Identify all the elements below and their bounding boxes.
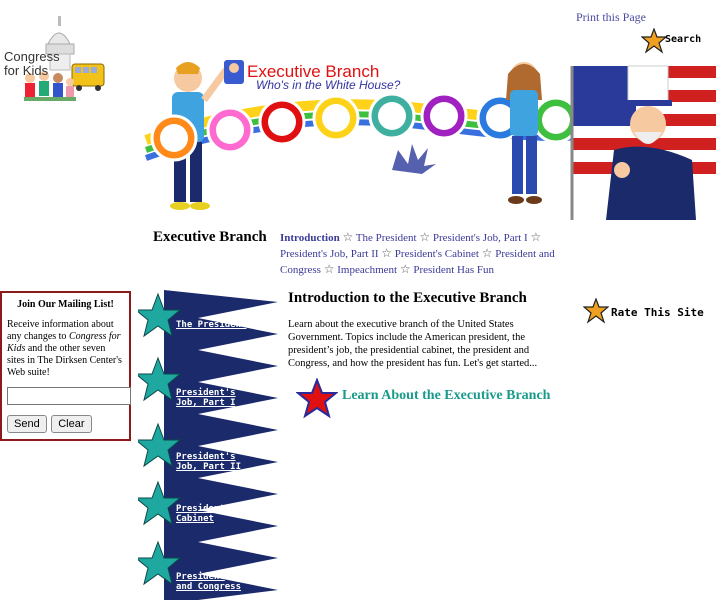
side-nav-label: President's xyxy=(176,452,236,462)
learn-about-link[interactable] xyxy=(296,378,576,420)
mailing-list-text xyxy=(7,319,124,379)
side-nav-pennants xyxy=(138,290,278,600)
side-nav-label: President's xyxy=(176,504,236,514)
learn-about-label: Learn About the Executive Branch xyxy=(342,388,551,403)
banner-subtitle: Who's in the White House? xyxy=(256,78,401,92)
side-nav-label: President's xyxy=(176,388,236,398)
nav-item-introduction[interactable]: Introduction xyxy=(280,232,340,244)
side-nav-label: The President xyxy=(176,320,247,330)
nav-item-the-president[interactable]: The President xyxy=(355,232,417,244)
search-link[interactable] xyxy=(641,28,711,54)
side-nav-president-and-congress[interactable] xyxy=(176,572,241,592)
print-page-link[interactable]: Print this Page xyxy=(576,10,647,24)
side-nav-the-president[interactable] xyxy=(176,320,246,330)
nav-star-icon: ☆ xyxy=(381,246,393,260)
nav-item-presidents-cabinet[interactable]: President's Cabinet xyxy=(394,248,479,260)
topic-nav xyxy=(280,230,570,278)
logo-line1: Congress xyxy=(4,49,60,64)
content-title: Introduction to the Executive Branch xyxy=(288,290,527,306)
nav-item-presidents-job-part-1[interactable]: President's Job, Part I xyxy=(432,232,528,244)
nav-star-icon: ☆ xyxy=(399,262,411,276)
rate-this-site-link[interactable] xyxy=(583,298,713,326)
mailing-text-part: and the other seven sites in The Dirksen Center's Web suite! xyxy=(7,343,122,378)
email-field[interactable] xyxy=(7,387,131,405)
congress-for-kids-logo[interactable] xyxy=(2,14,106,114)
star-search-icon xyxy=(641,28,667,54)
nav-star-icon: ☆ xyxy=(419,230,431,244)
red-star-icon xyxy=(296,378,338,420)
nav-item-president-has-fun[interactable]: President Has Fun xyxy=(413,264,495,276)
section-title: Executive Branch xyxy=(153,229,267,245)
side-nav-label: and Congress xyxy=(176,582,242,592)
nav-star-icon: ☆ xyxy=(481,246,493,260)
side-nav-presidents-job-part-2[interactable] xyxy=(176,452,241,472)
side-nav-label: President xyxy=(176,572,225,582)
nav-item-presidents-job-part-2[interactable]: President's Job, Part II xyxy=(280,248,379,260)
logo-line2: for Kids xyxy=(4,63,49,78)
mailing-list-box xyxy=(0,291,131,441)
rate-label: Rate This Site xyxy=(611,306,704,319)
side-nav-strip xyxy=(138,290,278,600)
side-nav-presidents-cabinet[interactable] xyxy=(176,504,236,524)
nav-star-icon: ☆ xyxy=(342,230,354,244)
executive-branch-banner xyxy=(136,60,716,220)
nav-item-impeachment[interactable]: Impeachment xyxy=(337,264,398,276)
search-label: Search xyxy=(665,34,702,45)
banner-title: Executive Branch xyxy=(247,62,380,81)
mailing-text-part: Receive information about any changes to xyxy=(7,319,114,342)
nav-item-president-and-congress[interactable]: President and Congress xyxy=(280,248,555,276)
mailing-list-title: Join Our Mailing List! xyxy=(17,299,114,310)
side-nav-presidents-job-part-1[interactable] xyxy=(176,388,236,408)
side-nav-label: Job, Part II xyxy=(176,462,242,472)
clear-button[interactable]: Clear xyxy=(51,415,91,433)
star-rate-icon xyxy=(583,298,609,324)
mailing-text-em: Congress for Kids xyxy=(7,331,121,354)
nav-star-icon: ☆ xyxy=(323,262,335,276)
side-nav-label: Job, Part I xyxy=(176,398,236,408)
banner-illustration xyxy=(136,60,716,220)
content-body: Learn about the executive branch of the United States Government. Topics include the American president, the president’s job, the presidential cabinet, the president and Congress, and how the president has fun. Let's get started... xyxy=(288,319,538,369)
nav-star-icon: ☆ xyxy=(530,230,542,244)
side-nav-label: Cabinet xyxy=(176,514,214,524)
send-button[interactable]: Send xyxy=(7,415,47,433)
